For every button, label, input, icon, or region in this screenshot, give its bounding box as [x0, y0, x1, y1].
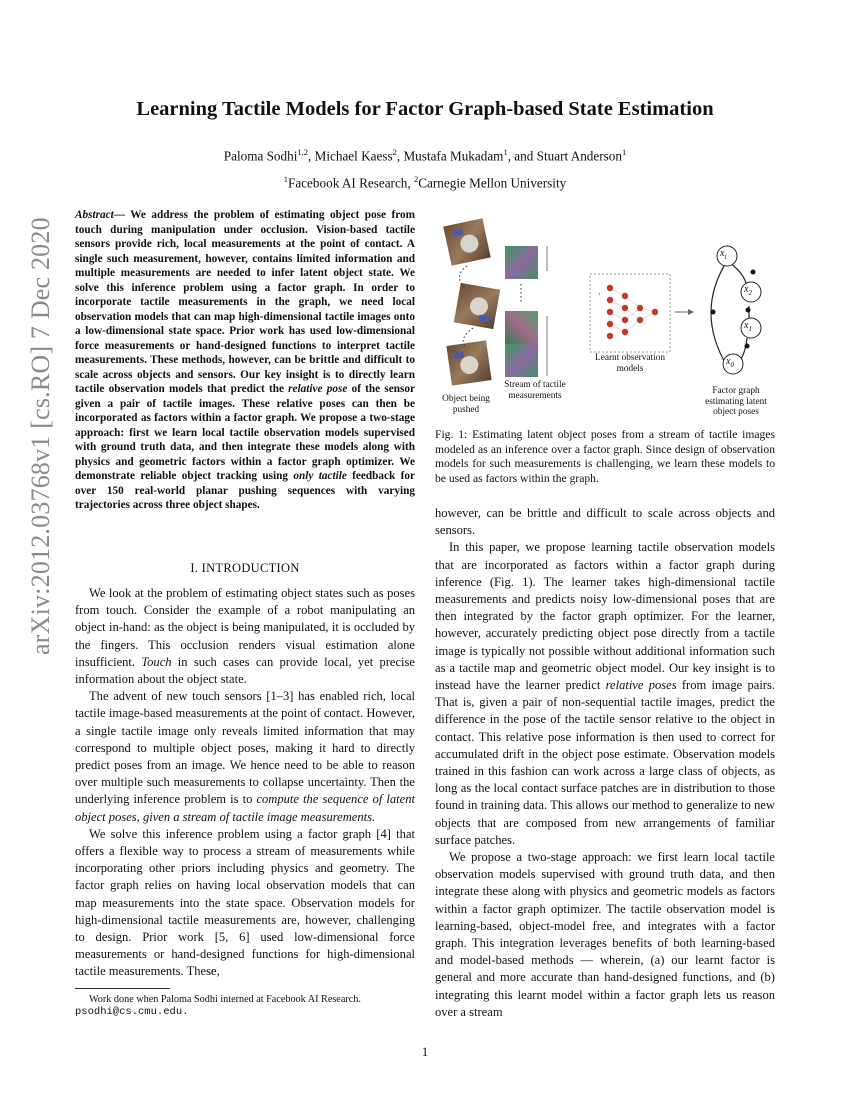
caption-label: Fig. 1: [435, 428, 468, 441]
graph-node-label: $x_t$ [720, 248, 727, 261]
paragraph-text: In this paper, we propose learning tactile observation models that are incorporated as factors within a factor graph during inference (Fig. 1). The learner takes high-dimensional tactile measurements and predicts noisy low-dimensional poses that are then integrated by the factor graph optimizer. For the learner, however, accurately predicting object pose directly from a tactile image is typically not possible without additional information such as a tactile map and geometric object model. Our key insight is to instead have the learner predict [435, 540, 775, 693]
figure-1 [435, 216, 775, 421]
paragraph: We solve this inference problem using a factor graph [4] that offers a flexible way to process a stream of measurements while incorporating other priors including physics and geometry. The factor graph relies on having local observation models that can map measurements into the state space. Observation models for high-dimensional tactile measurements are, however, challenging to design. Prior work [5, 6] used low-dimensional force measurements or hand-designed functions for high-dimensional tactile measurements. These, [75, 826, 415, 979]
figure-label-models: Learnt observation models [595, 353, 665, 374]
footnote-rule [75, 988, 170, 989]
pushing-photo [443, 218, 490, 265]
tactile-image [505, 344, 538, 377]
paragraph: We propose a two-stage approach: we first learn local tactile observation models supervised with ground truth data, and then integrate these along with physics and geometric models as factors within a factor graph optimizer. The tactile observation model is learning-based, object-model free, and integrates with a factor graph. This integration leverages benefits of both learning-based and model-based methods — wherein, (a) our learnt factor is general and more accurate than hand-designed functions, and (b) integrating this learnt model within a factor graph lets us reason over a stream [435, 850, 775, 1019]
figure-label-object: Object being pushed [442, 394, 490, 415]
figure-label-stream: Stream of tactile measurements [504, 380, 566, 401]
paragraph-emphasis: Touch [141, 654, 172, 669]
figure-caption [435, 428, 775, 486]
graph-node-label: $x_1$ [744, 320, 752, 333]
abstract-label: Abstract [75, 209, 114, 221]
author-list: Paloma Sodhi$^{1,2}$, Michael Kaess$^2$, Mustafa Mukadam$^1$, and Stuart Anderson$^1$ [223, 147, 627, 164]
section-heading: I. INTRODUCTION [190, 561, 300, 575]
tactile-image [505, 311, 538, 344]
author-sup: 1 [621, 147, 627, 157]
affil-name: Carnegie Mellon University [418, 175, 567, 191]
affil-name: Facebook AI Research [288, 175, 408, 191]
footnote [75, 993, 415, 1019]
footnote-email[interactable]: psodhi@cs.cmu.edu. [75, 1006, 189, 1018]
affil-sup: 1 [283, 174, 289, 184]
neural-network-icon [610, 288, 655, 332]
paragraph [75, 688, 415, 826]
abstract-emphasis: relative pose [288, 383, 348, 395]
author-name: Michael Kaess [314, 148, 393, 164]
paper-title: Learning Tactile Models for Factor Graph-based State Estimation [136, 98, 714, 120]
abstract: Abstract— We address the problem of estimating object pose from touch during manipulation under occlusion. Vision-based tactile sensors provide rich, local measurements at the point of contact. A single such measurement, however, contains limited information and multiple measurements are needed to infer latent object state. We solve this inference problem using a factor graph. In order to incorporate tactile measurements in the graph, we need local observation models that can map high-dimensional tactile images onto a low-dimensional state space. Prior work has used low-dimensional force measurements or hand-designed functions to interpret tactile measurements. These methods, however, can be brittle and difficult to scale across objects and sensors. Our key insight is to directly learn tactile observation models that predict the relative pose of the sensor given a pair of tactile images. These relative poses can then be incorporated as factors within a factor graph. We propose a two-stage approach: first we learn local tactile observation models supervised with ground truth data, and then integrate these models along with physics and geometric factors within a factor graph optimizer. We demonstrate reliable object tracking using only tactile feedback for over 150 real-world planar pushing sequences with varying trajectories across three object shapes. [75, 209, 416, 511]
abstract-text: feedback for over 150 real-world planar pushing sequences with varying trajectories across three object shapes. [75, 470, 415, 511]
graph-node-label: $x_0$ [726, 356, 734, 369]
tactile-image [505, 246, 538, 279]
abstract-text: We address the problem of estimating object pose from touch during manipulation under occlusion. Vision-based tactile sensors provide rich, local measurements at the point of contact. A single such measurement, however, contains limited information and multiple measurements are needed to infer latent object state. We solve this inference problem using a factor graph. In order to incorporate tactile measurements in the graph, we need local observation models that can map high-dimensional tactile images onto a low-dimensional state space. Prior work has used low-dimensional force measurements or hand-designed functions to interpret tactile measurements. These methods, however, can be brittle and difficult to scale across objects and sensors. Our key insight is to directly learn tactile observation models that predict the [75, 209, 416, 395]
arxiv-stamp: arXiv:2012.03768v1 [cs.RO] 7 Dec 2020 [26, 217, 55, 655]
author-sup: 1,2 [297, 147, 309, 157]
figure-label-graph: Factor graph estimating latent object poses [705, 386, 767, 417]
pushing-photo [446, 340, 491, 385]
left-column [75, 585, 415, 981]
footnote-text: Work done when Paloma Sodhi interned at Facebook AI Research. [89, 994, 361, 1005]
abstract-emphasis: only tactile [293, 470, 347, 482]
author-name: Paloma Sodhi [223, 148, 298, 164]
pushing-photo [454, 283, 500, 329]
right-column [435, 505, 775, 1021]
paragraph-text: in such cases can provide local, yet precise information about the object state. [75, 654, 415, 687]
paragraph-text: from image pairs. That is, given a pair of non-sequential tactile images, predict the difference in the pose of the tactile sensor relative to the object in contact. This relative pose information is then used to correct for accumulated drift in the object pose estimate. Observation models trained in this fashion can work across a large class of objects, as long as the local contact surface patches are in distribution to those found in training data. This allows our method to generalize to new objects that are composed from new arrangements of familiar surface patches. [435, 678, 776, 847]
author-sup: 2 [392, 147, 397, 157]
svg-text:›: › [598, 289, 601, 298]
paragraph [435, 539, 775, 849]
paragraph-emphasis: relative poses [605, 678, 677, 693]
paragraph-emphasis: compute the sequence of latent object poses, given a stream of tactile image measurements. [75, 792, 415, 824]
author-name: Stuart Anderson [536, 148, 622, 164]
abstract-text: of the sensor given a pair of tactile images. These relative poses can then be incorporated as factors within a factor graph. We propose a two-stage approach: first we learn local tactile observation models supervised with ground truth data, and then integrate these models along with physics and geometric factors within a factor graph optimizer. We demonstrate reliable object tracking using [75, 383, 416, 482]
page-number: 1 [421, 1045, 429, 1059]
affil-sup: 2 [414, 174, 419, 184]
author-name: Mustafa Mukadam [403, 148, 504, 164]
paragraph: however, can be brittle and difficult to scale across objects and sensors. [435, 506, 775, 538]
paragraph-text: The advent of new touch sensors [1–3] has enabled rich, local tactile image-based measurements at the point of contact. However, a single tactile image only reveals limited information that may correspond to multiple object poses, making it hard to directly predict poses from an image. We hence need to be able to reason over multiple such measurements to collapse uncertainty. Then the underlying inference problem is to [75, 689, 415, 807]
paragraph [75, 585, 415, 688]
author-sup: 1 [503, 147, 508, 157]
graph-node-label: $x_2$ [744, 284, 752, 297]
paragraph-text: We look at the problem of estimating object states such as poses from touch. Consider the example of a robot manipulating an object in-hand: as the object is being manipulated, it is occluded by the fingers. This occlusion renders visual estimation alone insufficient. [75, 586, 415, 669]
affiliations: $^1$Facebook AI Research, $^2$Carnegie Mellon University [283, 174, 567, 191]
caption-text: Estimating latent object poses from a stream of tactile images modeled as an inference over a factor graph. Since design of observation models for such measurements is challenging, we learn these models to be used as factors within the graph. [435, 428, 776, 485]
